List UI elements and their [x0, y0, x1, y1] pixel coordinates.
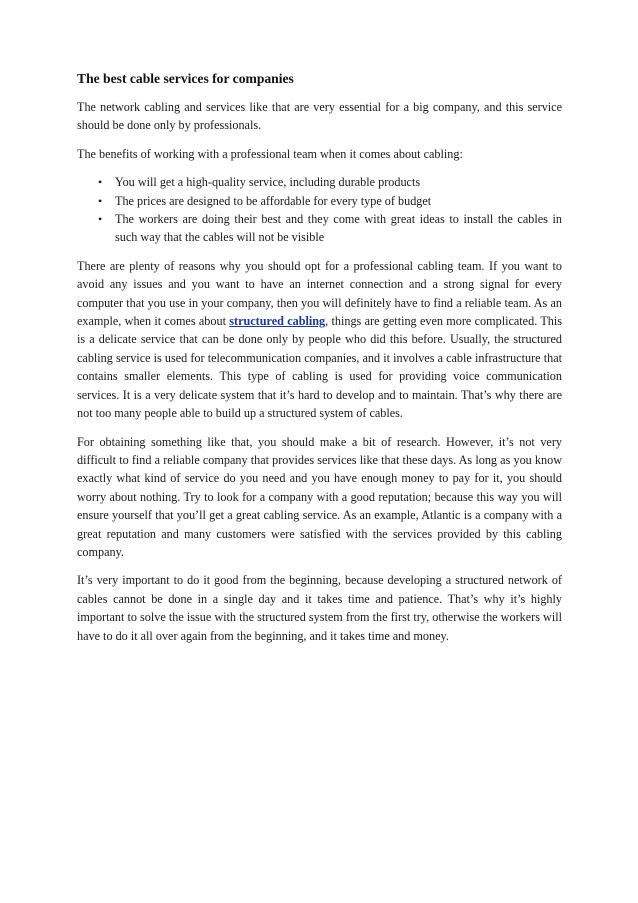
list-item-text: The workers are doing their best and they come with great ideas to install the cables in such way that the cables will not be visible — [115, 212, 562, 245]
document-page — [77, 70, 562, 655]
intro-paragraph: The network cabling and services like that are very essential for a big company, and this service should be done only by professionals. — [77, 100, 562, 133]
list-item — [77, 210, 562, 247]
research-paragraph: For obtaining something like that, you should make a bit of research. However, it’s not very difficult to find a reliable company that provides services like that these days. As long as you know exactly what kind of service do you need and you have enough money to pay for it, you should worry about nothing. Try to look for a company with a good reputation; because this way you will ensure yourself that you’ll get a great cabling service. As an example, Atlantic is a company with a great reputation and many customers were satisfied with the services provided by this cabling company. — [77, 434, 562, 559]
conclusion-paragraph: It’s very important to do it good from the beginning, because developing a structured network of cables cannot be done in a single day and it takes time and patience. That’s why it’s highly important to solve the issue with the structured system from the first try, otherwise the workers will have to do it all over again from the beginning, and it takes time and money. — [77, 573, 562, 643]
list-item-text: You will get a high-quality service, including durable products — [115, 175, 421, 190]
bullet-icon: • — [98, 175, 103, 190]
list-item — [77, 192, 562, 210]
benefits-list — [77, 173, 562, 247]
document-title: The best cable services for companies — [77, 71, 294, 86]
benefits-lead-paragraph: The benefits of working with a professional team when it comes about cabling: — [77, 146, 463, 161]
reasons-text-after-link: , things are getting even more complicated. This is a delicate service that can be done only by people who did this before. Usually, the structured cabling service is used for telecommunication companies, and it involves a cable infrastructure that contains smaller elements. This type of cabling is used for providing voice communication services. It is a very delicate system that it’s hard to develop and to maintain. That’s why there are not too many people able to build up a structured system of cables. — [77, 314, 562, 421]
list-item-text: The prices are designed to be affordable for every type of budget — [115, 193, 432, 208]
structured-cabling-link[interactable]: structured cabling — [229, 314, 326, 329]
bullet-icon: • — [98, 212, 103, 227]
reasons-paragraph — [77, 257, 562, 423]
bullet-icon: • — [98, 193, 103, 208]
list-item — [77, 173, 562, 191]
reasons-text-before-link: There are plenty of reasons why you should opt for a professional cabling team. If you want to avoid any issues and you want to have an internet connection and a strong signal for every computer that you use in your company, then you will definitely have to find a reliable team. As an example, when it comes about — [77, 258, 562, 329]
